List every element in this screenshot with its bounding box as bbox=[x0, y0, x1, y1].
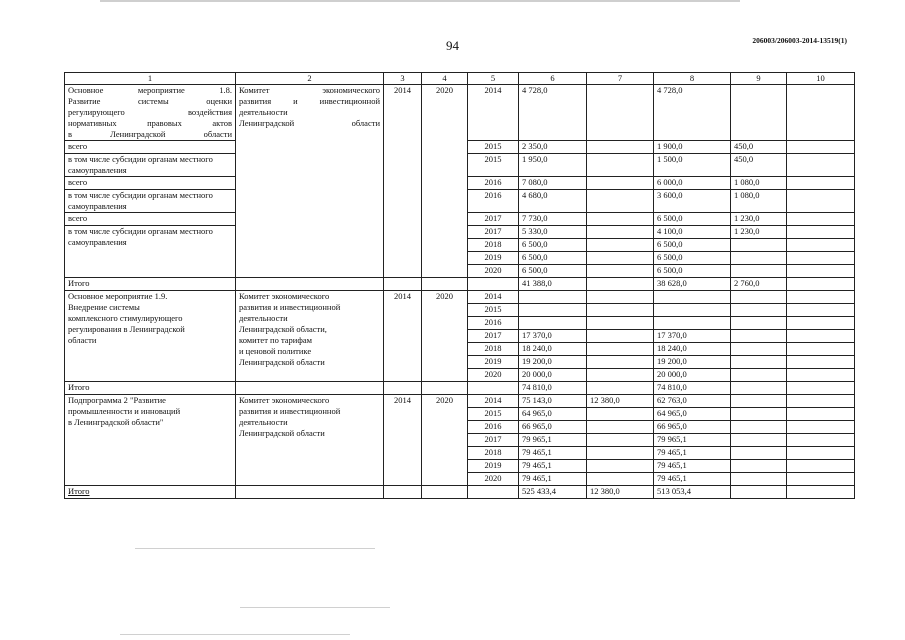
row-label: всего bbox=[65, 177, 236, 190]
value-c7 bbox=[587, 460, 654, 473]
total-c8: 38 628,0 bbox=[654, 278, 731, 291]
year: 2017 bbox=[468, 330, 519, 343]
column-number-4: 4 bbox=[422, 73, 468, 85]
measure-name-line: Подпрограмма 2 "Развитие bbox=[68, 395, 166, 405]
value-c6: 6 500,0 bbox=[519, 265, 587, 278]
value-c9 bbox=[731, 421, 787, 434]
value-c10 bbox=[787, 213, 855, 226]
measure-name bbox=[65, 395, 236, 486]
empty-cell bbox=[422, 278, 468, 291]
value-c9 bbox=[731, 317, 787, 330]
value-c8 bbox=[654, 317, 731, 330]
value-c10 bbox=[787, 460, 855, 473]
value-c6 bbox=[519, 317, 587, 330]
executor-line: Ленинградской области, bbox=[239, 324, 327, 334]
table-row bbox=[65, 291, 855, 304]
empty-cell bbox=[384, 278, 422, 291]
value-c7 bbox=[587, 369, 654, 382]
table-body bbox=[65, 85, 855, 499]
value-c9 bbox=[731, 408, 787, 421]
value-c6: 5 330,0 bbox=[519, 226, 587, 239]
column-number-3: 3 bbox=[384, 73, 422, 85]
year: 2017 bbox=[468, 226, 519, 239]
end-year: 2020 bbox=[422, 85, 468, 278]
start-year: 2014 bbox=[384, 395, 422, 486]
year: 2015 bbox=[468, 408, 519, 421]
executor bbox=[236, 395, 384, 486]
value-c10 bbox=[787, 356, 855, 369]
budget-table bbox=[64, 72, 855, 499]
scan-top-rule bbox=[100, 0, 740, 2]
value-c9 bbox=[731, 447, 787, 460]
executor-line: Комитет экономического bbox=[239, 291, 330, 301]
end-year: 2020 bbox=[422, 291, 468, 382]
executor-line: развития и инвестиционной bbox=[239, 406, 341, 416]
value-c8: 6 500,0 bbox=[654, 239, 731, 252]
value-c6: 1 950,0 bbox=[519, 154, 587, 177]
value-c8: 6 500,0 bbox=[654, 213, 731, 226]
measure-name-line: регулирующего воздействия bbox=[68, 107, 232, 117]
empty-cell bbox=[236, 278, 384, 291]
total-label: Итого bbox=[65, 382, 236, 395]
page-number: 94 bbox=[446, 38, 459, 53]
value-c6: 4 728,0 bbox=[519, 85, 587, 141]
executor-line: и ценовой политике bbox=[239, 346, 312, 356]
executor-line: развития и инвестиционной bbox=[239, 302, 341, 312]
value-c8: 1 500,0 bbox=[654, 154, 731, 177]
value-c8 bbox=[654, 304, 731, 317]
measure-name-line: области bbox=[68, 335, 97, 345]
value-c10 bbox=[787, 190, 855, 213]
value-c10 bbox=[787, 226, 855, 239]
value-c6: 18 240,0 bbox=[519, 343, 587, 356]
value-c9 bbox=[731, 85, 787, 141]
value-c6: 7 080,0 bbox=[519, 177, 587, 190]
value-c10 bbox=[787, 291, 855, 304]
total-c6: 525 433,4 bbox=[519, 486, 587, 499]
value-c7 bbox=[587, 177, 654, 190]
year: 2018 bbox=[468, 343, 519, 356]
value-c10 bbox=[787, 434, 855, 447]
value-c7 bbox=[587, 141, 654, 154]
scan-noise bbox=[120, 634, 350, 635]
value-c9 bbox=[731, 330, 787, 343]
value-c8: 6 500,0 bbox=[654, 252, 731, 265]
value-c7: 12 380,0 bbox=[587, 395, 654, 408]
column-number-5: 5 bbox=[468, 73, 519, 85]
measure-name bbox=[65, 85, 236, 141]
value-c7 bbox=[587, 304, 654, 317]
total-c8: 513 053,4 bbox=[654, 486, 731, 499]
value-c8: 79 465,1 bbox=[654, 447, 731, 460]
value-c10 bbox=[787, 141, 855, 154]
value-c8: 18 240,0 bbox=[654, 343, 731, 356]
value-c6: 2 350,0 bbox=[519, 141, 587, 154]
value-c6: 66 965,0 bbox=[519, 421, 587, 434]
column-number-header-row bbox=[65, 73, 855, 85]
empty-cell bbox=[422, 382, 468, 395]
start-year: 2014 bbox=[384, 85, 422, 278]
executor-line: деятельности bbox=[239, 313, 288, 323]
value-c9 bbox=[731, 473, 787, 486]
executor-line: Ленинградской области bbox=[239, 357, 325, 367]
total-label: Итого bbox=[65, 486, 236, 499]
executor-line: Ленинградской области bbox=[239, 118, 380, 128]
column-number-2: 2 bbox=[236, 73, 384, 85]
empty-cell bbox=[236, 486, 384, 499]
value-c8: 64 965,0 bbox=[654, 408, 731, 421]
executor-line: Комитет экономического bbox=[239, 395, 330, 405]
total-c9 bbox=[731, 486, 787, 499]
value-c7 bbox=[587, 190, 654, 213]
value-c10 bbox=[787, 85, 855, 141]
column-number-8: 8 bbox=[654, 73, 731, 85]
total-label: Итого bbox=[65, 278, 236, 291]
value-c7 bbox=[587, 213, 654, 226]
value-c9 bbox=[731, 395, 787, 408]
value-c10 bbox=[787, 421, 855, 434]
value-c9: 1 230,0 bbox=[731, 226, 787, 239]
value-c6: 4 680,0 bbox=[519, 190, 587, 213]
value-c6: 79 465,1 bbox=[519, 447, 587, 460]
value-c7 bbox=[587, 473, 654, 486]
value-c8: 79 465,1 bbox=[654, 460, 731, 473]
measure-name-line: регулирования в Ленинградской bbox=[68, 324, 185, 334]
value-c8: 19 200,0 bbox=[654, 356, 731, 369]
end-year: 2020 bbox=[422, 395, 468, 486]
value-c6: 64 965,0 bbox=[519, 408, 587, 421]
value-c9: 450,0 bbox=[731, 141, 787, 154]
value-c7 bbox=[587, 252, 654, 265]
measure-name bbox=[65, 291, 236, 382]
value-c6 bbox=[519, 304, 587, 317]
total-row bbox=[65, 486, 855, 499]
total-c6: 41 388,0 bbox=[519, 278, 587, 291]
value-c9 bbox=[731, 239, 787, 252]
document-code: 206003/206003-2014-13519(1) bbox=[752, 36, 847, 45]
executor-line: комитет по тарифам bbox=[239, 335, 313, 345]
value-c7 bbox=[587, 291, 654, 304]
value-c7 bbox=[587, 85, 654, 141]
value-c6: 75 143,0 bbox=[519, 395, 587, 408]
measure-name-line: Развитие системы оценки bbox=[68, 96, 232, 106]
year: 2014 bbox=[468, 85, 519, 141]
value-c7 bbox=[587, 421, 654, 434]
value-c10 bbox=[787, 343, 855, 356]
column-number-7: 7 bbox=[587, 73, 654, 85]
column-number-1: 1 bbox=[65, 73, 236, 85]
value-c9 bbox=[731, 356, 787, 369]
value-c6: 19 200,0 bbox=[519, 356, 587, 369]
value-c8: 20 000,0 bbox=[654, 369, 731, 382]
year: 2019 bbox=[468, 252, 519, 265]
year: 2016 bbox=[468, 190, 519, 213]
measure-name-line: Основное мероприятие 1.8. bbox=[68, 85, 232, 95]
value-c7 bbox=[587, 239, 654, 252]
total-c10 bbox=[787, 278, 855, 291]
total-c7: 12 380,0 bbox=[587, 486, 654, 499]
value-c10 bbox=[787, 447, 855, 460]
executor-line: развития и инвестиционной bbox=[239, 96, 380, 106]
empty-cell bbox=[236, 382, 384, 395]
value-c9 bbox=[731, 460, 787, 473]
start-year: 2014 bbox=[384, 291, 422, 382]
year: 2016 bbox=[468, 421, 519, 434]
value-c7 bbox=[587, 356, 654, 369]
table-row bbox=[65, 85, 855, 141]
value-c9: 1 080,0 bbox=[731, 177, 787, 190]
measure-name-line: Основное мероприятие 1.9. bbox=[68, 291, 168, 301]
value-c7 bbox=[587, 434, 654, 447]
year: 2018 bbox=[468, 447, 519, 460]
column-number-10: 10 bbox=[787, 73, 855, 85]
total-c9 bbox=[731, 382, 787, 395]
empty-cell bbox=[468, 486, 519, 499]
value-c6: 6 500,0 bbox=[519, 252, 587, 265]
value-c10 bbox=[787, 304, 855, 317]
executor-line: деятельности bbox=[239, 107, 288, 117]
value-c10 bbox=[787, 265, 855, 278]
value-c10 bbox=[787, 330, 855, 343]
value-c10 bbox=[787, 369, 855, 382]
value-c8: 4 728,0 bbox=[654, 85, 731, 141]
value-c8: 4 100,0 bbox=[654, 226, 731, 239]
column-number-9: 9 bbox=[731, 73, 787, 85]
value-c7 bbox=[587, 408, 654, 421]
value-c7 bbox=[587, 317, 654, 330]
measure-name-line: промышленности и инноваций bbox=[68, 406, 181, 416]
total-c9: 2 760,0 bbox=[731, 278, 787, 291]
value-c7 bbox=[587, 447, 654, 460]
scan-noise bbox=[135, 548, 375, 549]
value-c9: 1 080,0 bbox=[731, 190, 787, 213]
value-c8: 6 500,0 bbox=[654, 265, 731, 278]
empty-cell bbox=[422, 486, 468, 499]
value-c9 bbox=[731, 252, 787, 265]
year: 2015 bbox=[468, 304, 519, 317]
value-c9: 450,0 bbox=[731, 154, 787, 177]
value-c6 bbox=[519, 291, 587, 304]
value-c10 bbox=[787, 473, 855, 486]
empty-cell bbox=[468, 278, 519, 291]
column-number-6: 6 bbox=[519, 73, 587, 85]
total-c7 bbox=[587, 278, 654, 291]
value-c8: 79 465,1 bbox=[654, 473, 731, 486]
value-c8 bbox=[654, 291, 731, 304]
value-c9 bbox=[731, 291, 787, 304]
executor-line: Ленинградской области bbox=[239, 428, 325, 438]
value-c7 bbox=[587, 343, 654, 356]
year: 2020 bbox=[468, 265, 519, 278]
year: 2020 bbox=[468, 369, 519, 382]
value-c8: 17 370,0 bbox=[654, 330, 731, 343]
value-c7 bbox=[587, 265, 654, 278]
year: 2017 bbox=[468, 213, 519, 226]
total-c10 bbox=[787, 486, 855, 499]
empty-cell bbox=[468, 382, 519, 395]
value-c8: 1 900,0 bbox=[654, 141, 731, 154]
row-label: всего bbox=[65, 213, 236, 226]
empty-cell bbox=[384, 486, 422, 499]
year: 2019 bbox=[468, 460, 519, 473]
value-c8: 6 000,0 bbox=[654, 177, 731, 190]
empty-cell bbox=[384, 382, 422, 395]
year: 2014 bbox=[468, 395, 519, 408]
year: 2020 bbox=[468, 473, 519, 486]
measure-name-line: в Ленинградской области bbox=[68, 129, 232, 139]
executor-line: деятельности bbox=[239, 417, 288, 427]
value-c9 bbox=[731, 304, 787, 317]
measure-name-line: нормативных правовых актов bbox=[68, 118, 232, 128]
row-label: всего bbox=[65, 141, 236, 154]
year: 2015 bbox=[468, 154, 519, 177]
value-c7 bbox=[587, 154, 654, 177]
executor bbox=[236, 291, 384, 382]
value-c8: 3 600,0 bbox=[654, 190, 731, 213]
year: 2018 bbox=[468, 239, 519, 252]
value-c10 bbox=[787, 177, 855, 190]
value-c6: 79 465,1 bbox=[519, 473, 587, 486]
value-c10 bbox=[787, 395, 855, 408]
total-c10 bbox=[787, 382, 855, 395]
value-c6: 17 370,0 bbox=[519, 330, 587, 343]
total-c6: 74 810,0 bbox=[519, 382, 587, 395]
value-c6: 7 730,0 bbox=[519, 213, 587, 226]
value-c10 bbox=[787, 252, 855, 265]
measure-name-line: Внедрение системы bbox=[68, 302, 140, 312]
scan-noise bbox=[240, 607, 390, 608]
total-row bbox=[65, 382, 855, 395]
measure-name-line: комплексного стимулирующего bbox=[68, 313, 183, 323]
measure-name-line: в Ленинградской области" bbox=[68, 417, 164, 427]
value-c9 bbox=[731, 434, 787, 447]
year: 2014 bbox=[468, 291, 519, 304]
value-c9: 1 230,0 bbox=[731, 213, 787, 226]
value-c8: 66 965,0 bbox=[654, 421, 731, 434]
year: 2015 bbox=[468, 141, 519, 154]
value-c8: 62 763,0 bbox=[654, 395, 731, 408]
value-c10 bbox=[787, 408, 855, 421]
value-c9 bbox=[731, 369, 787, 382]
row-label: в том числе субсидии органам местного самоуправления bbox=[65, 226, 236, 278]
table-row bbox=[65, 395, 855, 408]
total-c7 bbox=[587, 382, 654, 395]
year: 2017 bbox=[468, 434, 519, 447]
year: 2016 bbox=[468, 317, 519, 330]
value-c6: 6 500,0 bbox=[519, 239, 587, 252]
value-c6: 79 965,1 bbox=[519, 434, 587, 447]
value-c8: 79 965,1 bbox=[654, 434, 731, 447]
value-c10 bbox=[787, 239, 855, 252]
executor bbox=[236, 85, 384, 278]
value-c9 bbox=[731, 265, 787, 278]
value-c7 bbox=[587, 226, 654, 239]
year: 2019 bbox=[468, 356, 519, 369]
row-label: в том числе субсидии органам местного самоуправления bbox=[65, 154, 236, 177]
total-c8: 74 810,0 bbox=[654, 382, 731, 395]
value-c6: 20 000,0 bbox=[519, 369, 587, 382]
value-c10 bbox=[787, 317, 855, 330]
value-c10 bbox=[787, 154, 855, 177]
value-c9 bbox=[731, 343, 787, 356]
total-row bbox=[65, 278, 855, 291]
value-c7 bbox=[587, 330, 654, 343]
value-c6: 79 465,1 bbox=[519, 460, 587, 473]
year: 2016 bbox=[468, 177, 519, 190]
executor-line: Комитет экономического bbox=[239, 85, 380, 95]
row-label: в том числе субсидии органам местного самоуправления bbox=[65, 190, 236, 213]
